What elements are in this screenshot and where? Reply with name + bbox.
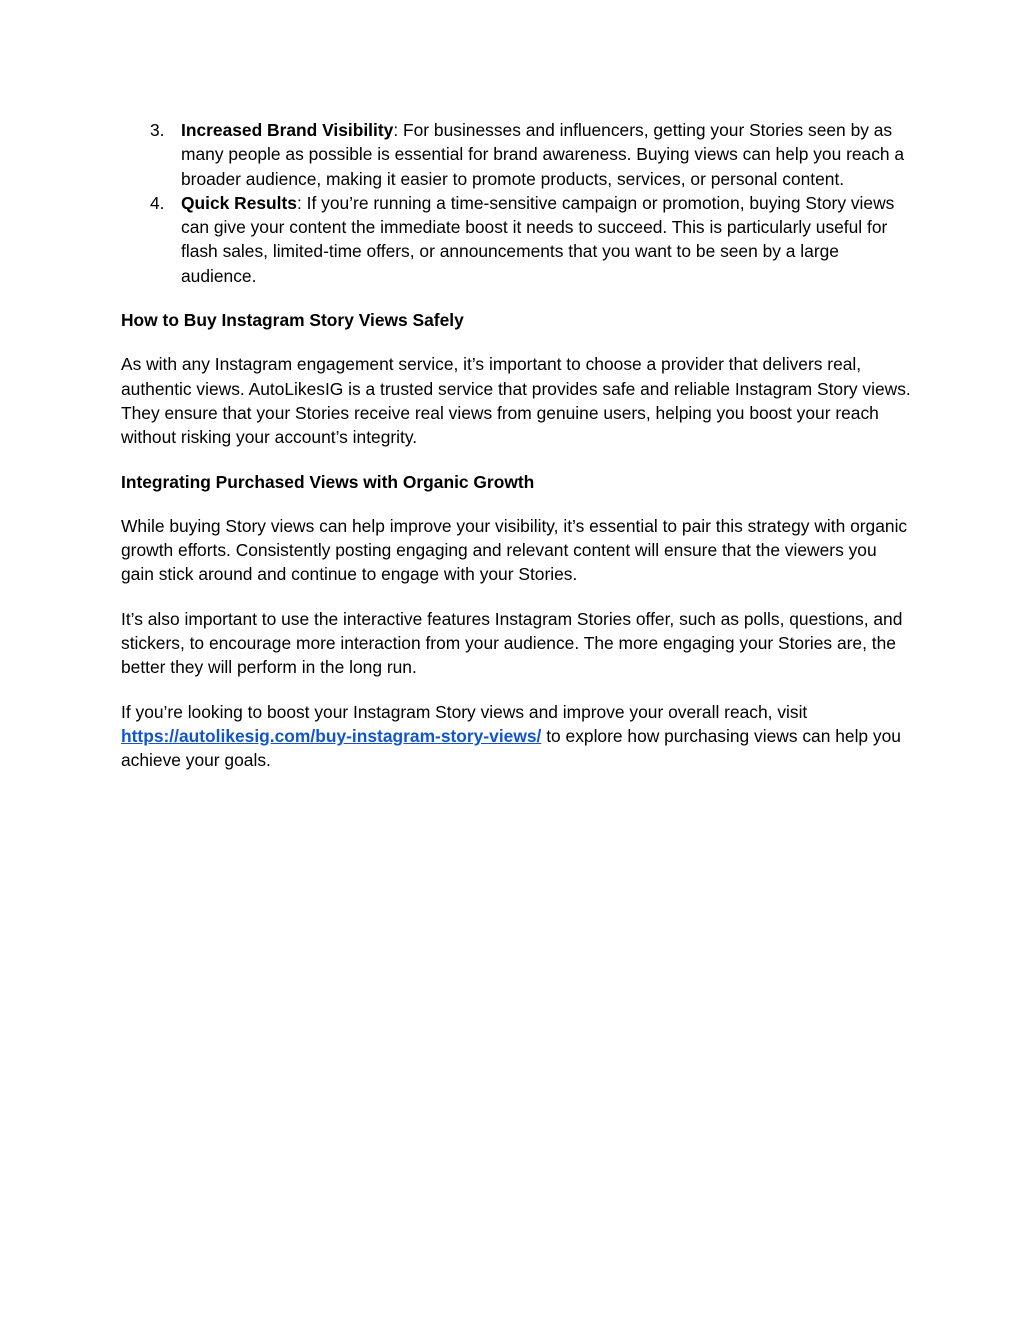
paragraph-organic-growth-1: While buying Story views can help improve your visibility, it’s essential to pair this strategy with organic growth efforts. Consistently posting engaging and relevant content will ensure that the viewers you gain stick around and continue to engage with your Stories.	[121, 515, 908, 585]
list-item-title: Increased Brand Visibility	[181, 120, 394, 140]
list-item-number: 4.	[150, 192, 165, 213]
list-item-text: : For businesses and influencers, getting your Stories seen by as many people as possible is essential for brand awareness. Buying views can help you reach a broader audience, making it easier to promote products, services, or personal content.	[181, 120, 905, 189]
list-item	[121, 191, 911, 288]
document-page	[121, 118, 911, 773]
paragraph-call-to-action	[121, 700, 911, 773]
list-item	[121, 118, 911, 191]
paragraph-organic-growth-2: It’s also important to use the interactive features Instagram Stories offer, such as polls, questions, and stickers, to encourage more interaction from your audience. The more engaging your Stories are, the better they will perform in the long run.	[121, 608, 903, 678]
list-item-text: : If you’re running a time-sensitive campaign or promotion, buying Story views can give your content the immediate boost it needs to succeed. This is particularly useful for flash sales, limited-time offers, or announcements that you want to be seen by a large audience.	[181, 192, 895, 286]
paragraph-buy-safely: As with any Instagram engagement service, it’s important to choose a provider that delivers real, authentic views. AutoLikesIG is a trusted service that provides safe and reliable Instagram Story views. They ensure that your Stories receive real views from genuine users, helping you boost your reach without risking your account’s integrity.	[121, 354, 911, 448]
cta-text-after: to explore how purchasing views can help you achieve your goals.	[121, 725, 901, 771]
list-item-number: 3.	[150, 120, 165, 140]
cta-text-before: If you’re looking to boost your Instagram Story views and improve your overall reach, visit	[121, 701, 808, 722]
list-item-title: Quick Results	[181, 192, 297, 213]
section-heading-organic-growth: Integrating Purchased Views with Organic Growth	[121, 471, 535, 492]
numbered-list	[121, 118, 911, 288]
section-heading-buy-safely: How to Buy Instagram Story Views Safely	[121, 310, 464, 331]
story-views-link[interactable]: https://autolikesig.com/buy-instagram-story-views/	[121, 725, 542, 746]
